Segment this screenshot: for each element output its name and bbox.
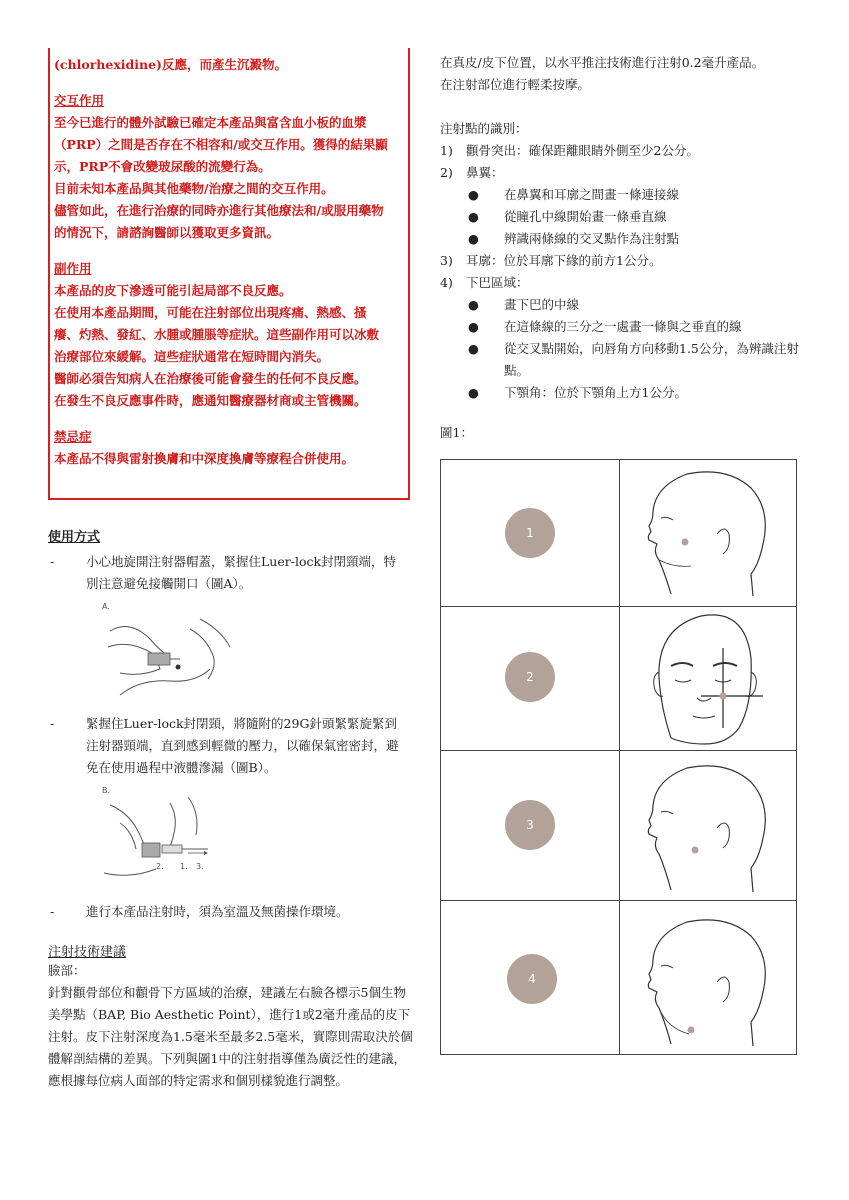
- bullet-text: 在這條線的三分之一處畫一條與之垂直的線: [504, 319, 742, 334]
- side-effect-line: 在使用本產品期間，可能在注射部位出現疼痛、熱感、搔: [54, 305, 367, 320]
- injection-item-2: [440, 162, 800, 184]
- technique-text: 針對顴骨部位和顴骨下方區域的治療，建議左右臉各標示5個生物美學點（BAP, Bio Aesthetic Point），進行1或2毫升產品的皮下注射。皮下注射深度為1.5毫米至最多2.5毫米，實際則需取決於個體解剖結構的差異。下列與圖1中的注射指導僅為廣泛性的建議，應根據每位病人面部的特定需求和個別樣貌進行調整。: [48, 985, 413, 1088]
- item-text: 顴骨突出：確保距離眼睛外側至少2公分。: [466, 143, 699, 158]
- intro-line: 在注射部位進行輕柔按摩。: [440, 77, 591, 92]
- injection-point-badge-4: 4: [507, 954, 557, 1004]
- figure-b-label: B.: [102, 786, 111, 795]
- bullet-text: 下顎角：位於下顎角上方1公分。: [504, 385, 687, 400]
- contraindication-title: 禁忌症: [54, 429, 92, 444]
- chlorhexidine-line: (chlorhexidine)反應，而產生沉澱物。: [54, 57, 287, 72]
- item-number: 4): [440, 275, 453, 290]
- bullet-item: [466, 294, 800, 316]
- step-text: 緊握住Luer-lock封閉頸，將隨附的29G針頭緊緊旋緊到注射器頸端，直到感到輕微的壓力，以確保氣密密封，避免在使用過程中液體滲漏（圖B）。: [86, 716, 399, 775]
- bullet-item: [466, 382, 800, 404]
- bullet-icon: ●: [468, 231, 479, 246]
- bullet-text: 畫下巴的中線: [504, 297, 580, 312]
- bullet-item: [466, 338, 800, 382]
- usage-step-3: [48, 901, 418, 923]
- interaction-line: 儘管如此，在進行治療的同時亦進行其他療法和/或服用藥物: [54, 203, 384, 218]
- face-frontal-illustration-2: [631, 608, 781, 746]
- technique-title: 注射技術建議: [48, 945, 127, 960]
- dash-marker: -: [50, 554, 55, 569]
- figure-a-illustration: [100, 599, 418, 707]
- bullet-item: [466, 206, 800, 228]
- figure-b-mark: 3.: [196, 862, 204, 871]
- side-effect-line: 癢、灼熱、發紅、水腫或腫脹等症狀。這些副作用可以冰敷: [54, 327, 380, 342]
- bullet-text: 辨識兩條線的交叉點作為注射點: [504, 231, 680, 246]
- bullet-icon: ●: [468, 341, 479, 356]
- bullet-icon: ●: [468, 187, 479, 202]
- side-effect-line: 醫師必須告知病人在治療後可能會發生的任何不良反應。: [54, 371, 367, 386]
- item-text: 鼻翼：: [466, 165, 504, 180]
- step-text: 小心地旋開注射器帽蓋，緊握住Luer-lock封閉頸端，特別注意避免接觸開口（圖A）。: [86, 554, 397, 591]
- figure-b-mark: 1.: [180, 862, 188, 871]
- dash-marker: -: [50, 904, 55, 919]
- right-column: [440, 52, 800, 444]
- item-number: 3): [440, 253, 453, 268]
- figure-1-title: 圖1：: [440, 425, 473, 440]
- contraindication-line: 本產品不得與雷射換膚和中深度換膚等療程合併使用。: [54, 451, 355, 466]
- intro-line: 在真皮/皮下位置，以水平推注技術進行注射0.2毫升產品。: [440, 55, 765, 70]
- side-effects-title: 副作用: [54, 261, 92, 276]
- bullet-item: [466, 228, 800, 250]
- warning-box: [48, 48, 410, 500]
- injection-point-badge-2: 2: [505, 652, 555, 702]
- bullet-text: 從交叉點開始，向唇角方向移動1.5公分，為辨識注射點。: [504, 341, 799, 378]
- usage-step-2: [48, 713, 418, 779]
- injection-item-1: [440, 140, 800, 162]
- face-profile-illustration-3: [631, 754, 781, 896]
- bullet-icon: ●: [468, 209, 479, 224]
- injection-point-badge-3: 3: [505, 800, 555, 850]
- item-number: 2): [440, 165, 453, 180]
- interaction-title: 交互作用: [54, 93, 105, 108]
- bullet-icon: ●: [468, 319, 479, 334]
- figure-b-illustration: [100, 783, 418, 891]
- side-effect-line: 治療部位來緩解。這些症狀通常在短時間內消失。: [54, 349, 330, 364]
- figure-a-label: A.: [102, 602, 110, 611]
- injection-item-4: [440, 272, 800, 294]
- item-number: 1): [440, 143, 453, 158]
- interaction-line: （PRP）之間是否存在不相容和/或交互作用。獲得的結果顯: [54, 137, 388, 152]
- usage-title: 使用方式: [48, 530, 101, 545]
- side-effect-line: 在發生不良反應事件時，應通知醫療器材商或主管機關。: [54, 393, 367, 408]
- usage-step-1: [48, 551, 418, 595]
- injection-item-3: [440, 250, 800, 272]
- item-text: 下巴區域：: [466, 275, 529, 290]
- side-effect-line: 本產品的皮下滲透可能引起局部不良反應。: [54, 283, 292, 298]
- face-label: 臉部：: [48, 963, 86, 978]
- interaction-line: 至今已進行的體外試驗已確定本產品與富含血小板的血漿: [54, 115, 367, 130]
- dash-marker: -: [50, 716, 55, 731]
- item-text: 耳廓：位於耳廓下緣的前方1公分。: [466, 253, 662, 268]
- interaction-line: 的情況下，請諮詢醫師以獲取更多資訊。: [54, 225, 280, 240]
- left-column: [48, 48, 418, 1092]
- face-profile-illustration-4: [631, 904, 781, 1052]
- figure-b-mark: 2.: [156, 862, 164, 871]
- bullet-item: [466, 316, 800, 338]
- interaction-line: 示，PRP不會改變玻尿酸的流變行為。: [54, 159, 271, 174]
- figure-1-table: [440, 459, 797, 1055]
- bullet-text: 從瞳孔中線開始畫一條垂直線: [504, 209, 667, 224]
- bullet-item: [466, 184, 800, 206]
- face-profile-illustration-1: [631, 464, 781, 602]
- bullet-text: 在鼻翼和耳廓之間畫一條連接線: [504, 187, 680, 202]
- step-text: 進行本產品注射時，須為室溫及無菌操作環境。: [86, 904, 349, 919]
- bullet-icon: ●: [468, 297, 479, 312]
- interaction-line: 目前未知本產品與其他藥物/治療之間的交互作用。: [54, 181, 334, 196]
- bullet-icon: ●: [468, 385, 479, 400]
- injection-id-title: 注射點的識別：: [440, 121, 528, 136]
- injection-point-badge-1: 1: [505, 508, 555, 558]
